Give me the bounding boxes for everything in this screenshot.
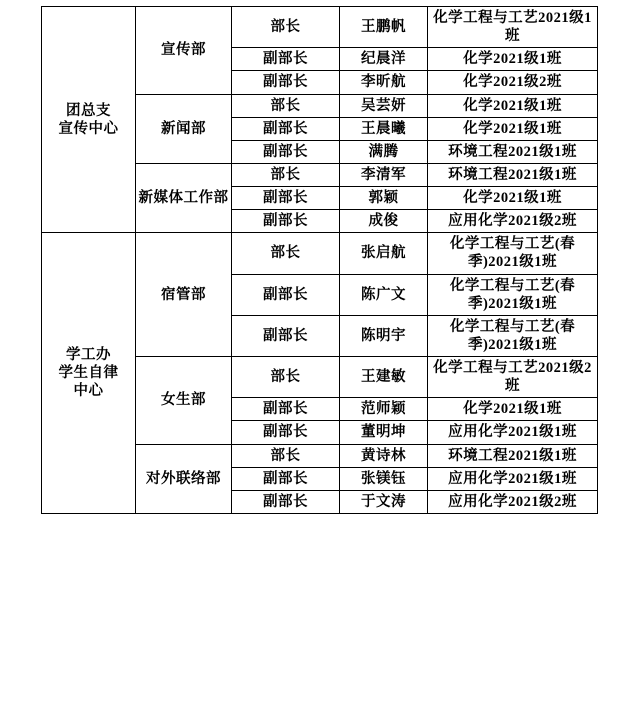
class-cell: 化学2021级1班 [428,94,598,117]
member-name-cell: 张镁钰 [340,467,428,490]
member-name-cell: 范师颖 [340,398,428,421]
class-cell: 化学工程与工艺(春季)2021级1班 [428,233,598,274]
member-name-cell: 张启航 [340,233,428,274]
class-cell: 化学工程与工艺2021级2班 [428,357,598,398]
role-cell: 副部长 [232,117,340,140]
role-cell: 副部长 [232,187,340,210]
role-cell: 部长 [232,94,340,117]
class-cell: 应用化学2021级1班 [428,421,598,444]
member-name-cell: 陈广文 [340,274,428,315]
department-name-cell: 宣传部 [136,7,232,95]
center-name-cell: 学工办 学生自律 中心 [42,233,136,514]
role-cell: 副部长 [232,210,340,233]
class-cell: 化学2021级2班 [428,71,598,94]
role-cell: 副部长 [232,71,340,94]
department-name-cell: 对外联络部 [136,444,232,513]
department-name-cell: 新闻部 [136,94,232,163]
class-cell: 化学工程与工艺(春季)2021级1班 [428,274,598,315]
class-cell: 化学工程与工艺(春季)2021级1班 [428,315,598,356]
role-cell: 部长 [232,163,340,186]
table-row [42,233,598,274]
member-name-cell: 郭颖 [340,187,428,210]
class-cell: 应用化学2021级2班 [428,490,598,513]
member-name-cell: 成俊 [340,210,428,233]
department-name-cell: 女生部 [136,357,232,445]
class-cell: 应用化学2021级2班 [428,210,598,233]
member-name-cell: 王建敏 [340,357,428,398]
roster-table [41,6,598,514]
member-name-cell: 李昕航 [340,71,428,94]
role-cell: 副部长 [232,140,340,163]
member-name-cell: 纪晨洋 [340,48,428,71]
role-cell: 副部长 [232,48,340,71]
member-name-cell: 黄诗林 [340,444,428,467]
role-cell: 副部长 [232,490,340,513]
member-name-cell: 于文涛 [340,490,428,513]
member-name-cell: 王晨曦 [340,117,428,140]
class-cell: 环境工程2021级1班 [428,163,598,186]
role-cell: 部长 [232,233,340,274]
role-cell: 部长 [232,444,340,467]
department-name-cell: 新媒体工作部 [136,163,232,232]
table-row [42,7,598,48]
role-cell: 部长 [232,357,340,398]
member-name-cell: 董明坤 [340,421,428,444]
member-name-cell: 吴芸妍 [340,94,428,117]
role-cell: 副部长 [232,398,340,421]
class-cell: 化学2021级1班 [428,48,598,71]
role-cell: 副部长 [232,274,340,315]
class-cell: 化学工程与工艺2021级1班 [428,7,598,48]
member-name-cell: 满腾 [340,140,428,163]
member-name-cell: 王鹏帆 [340,7,428,48]
class-cell: 环境工程2021级1班 [428,444,598,467]
class-cell: 环境工程2021级1班 [428,140,598,163]
class-cell: 化学2021级1班 [428,398,598,421]
class-cell: 化学2021级1班 [428,117,598,140]
role-cell: 部长 [232,7,340,48]
class-cell: 化学2021级1班 [428,187,598,210]
member-name-cell: 陈明宇 [340,315,428,356]
department-name-cell: 宿管部 [136,233,232,357]
center-name-cell: 团总支 宣传中心 [42,7,136,233]
class-cell: 应用化学2021级1班 [428,467,598,490]
role-cell: 副部长 [232,315,340,356]
role-cell: 副部长 [232,421,340,444]
role-cell: 副部长 [232,467,340,490]
member-name-cell: 李清军 [340,163,428,186]
